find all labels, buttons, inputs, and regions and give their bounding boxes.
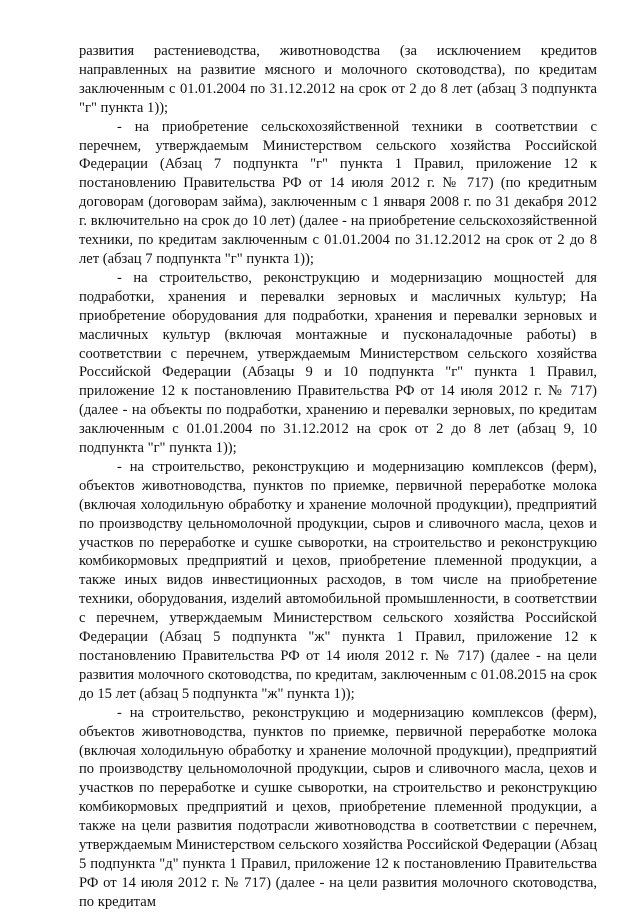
paragraph-agricultural-machinery: - на приобретение сельскохозяйственной техники в соответствии с перечнем, утверждаемым Министерством сельского хозяйства Российской Федерации (Абзац 7 подпункта "г" пункта 1 Правил, приложение 12 к постановлению Правительства РФ от 14 июля 2012 г. № 717) (по кредитным договорам (договорам займа), заключенным с 1 января 2008 г. по 31 декабря 2012 г. включительно на срок до 10 лет) (далее - на приобретение сельскохозяйственной техники, по кредитам заключенным с 01.01.2004 по 31.12.2012 на срок от 2 до 8 лет (абзац 7 подпункта "г" пункта 1)); — [79, 118, 597, 267]
document-page — [79, 42, 597, 912]
paragraph-dairy-farming-5d: - на строительство, реконструкцию и модернизацию комплексов (ферм), объектов животноводства, пунктов по приемке, первичной переработке молока (включая холодильную обработку и хранение молочной продукции), предприятий по производству цельномолочной продукции, сыров и сливочного масла, цехов и участков по переработке и сушке сыворотки, на строительство и реконструкцию комбикормовых предприятий и цехов, приобретение племенной продукции, а также на цели развития подотрасли животноводства в соответствии с перечнем, утверждаемым Министерством сельского хозяйства Российской Федерации (Абзац 5 подпункта "д" пункта 1 Правил, приложение 12 к постановлению Правительства РФ от 14 июля 2012 г. № 717) (далее - на цели развития молочного скотоводства, по кредитам — [79, 704, 597, 910]
paragraph-continuation: развития растениеводства, животноводства (за исключением кредитов направленных на развитие мясного и молочного скотоводства), по кредитам заключенным с 01.01.2004 по 31.12.2012 на срок от 2 до 8 лет (абзац 3 подпункта "г" пункта 1)); — [79, 43, 597, 116]
paragraph-grain-storage: - на строительство, реконструкцию и модернизацию мощностей для подработки, хранения и перевалки зерновых и масличных культур; На приобретение оборудования для подработки, хранения и перевалки зерновых и масличных культур (включая монтажные и пусконаладочные работы) в соответствии с перечнем, утверждаемым Министерством сельского хозяйства Российской Федерации (Абзацы 9 и 10 подпункта "г" пункта 1 Правил, приложение 12 к постановлению Правительства РФ от 14 июля 2012 г. № 717) (далее - на объекты по подработки, хранению и перевалки зерновых, по кредитам заключенным с 01.01.2004 по 31.12.2012 на срок от 2 до 8 лет (абзац 9, 10 подпункта "г" пункта 1)); — [79, 269, 597, 457]
paragraph-dairy-farming-5zh: - на строительство, реконструкцию и модернизацию комплексов (ферм), объектов животноводства, пунктов по приемке, первичной переработке молока (включая холодильную обработку и хранение молочной продукции), предприятий по производству цельномолочной продукции, сыров и сливочного масла, цехов и участков по переработке и сушке сыворотки, на строительство и реконструкцию комбикормовых предприятий и цехов, приобретение племенной продукции, а также иных видов инвестиционных расходов, в том числе на приобретение техники, оборудования, изделий автомобильной промышленности, в соответствии с перечнем, утверждаемым Министерством сельского хозяйства Российской Федерации (Абзац 5 подпункта "ж" пункта 1 Правил, приложение 12 к постановлению Правительства РФ от 14 июля 2012 г. № 717) (далее - на цели развития молочного скотоводства, по кредитам, заключенным с 01.08.2015 на срок до 15 лет (абзац 5 подпункта "ж" пункта 1)); — [79, 458, 597, 702]
